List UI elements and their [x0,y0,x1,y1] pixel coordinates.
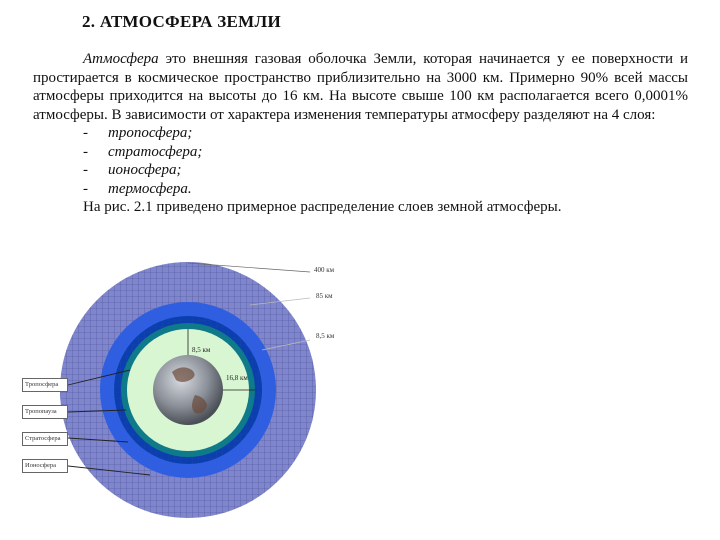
layer-label: термосфера. [108,180,192,197]
intro-paragraph [33,50,688,124]
legend-box-ionosphere: Ионосфера [22,459,68,473]
list-item [33,180,688,199]
list-dash: - [83,180,88,197]
list-dash: - [83,162,88,178]
body-text [33,50,688,217]
layer-label: тропосфера; [108,125,193,141]
radius-label: 16,8 км [226,374,248,382]
list-dash: - [83,125,88,141]
altitude-label-85: 85 км [316,292,333,300]
layer-label: ионосфера; [108,162,182,178]
intro-text: это внешняя газовая оболочка Земли, которая начинается у ее поверхности и простирается в космическое пространство приблизительно на 3000 км. Примерно 90% всей массы атмосферы приходится на высоты до 16 км. На высоте свыше 100 км располагается всего 0,0001% атмосферы. В зависимости от характера изменения температуры атмосферу разделяют на 4 слоя: [33,51,688,123]
altitude-label-8-5: 8,5 км [316,332,335,340]
list-item [33,143,688,162]
troposphere-thickness-label: 8,5 км [192,346,211,354]
figure-reference: На рис. 2.1 приведено примерное распределение слоев земной атмосферы. [83,199,562,215]
term-atmosphere: Атмосфера [83,51,159,67]
list-item [33,161,688,180]
legend-box-tropopause: Тропопауза [22,405,68,419]
altitude-label-400: 400 км [314,266,335,274]
page-heading: 2. АТМОСФЕРА ЗЕМЛИ [82,12,281,31]
list-item [33,124,688,143]
earth-globe [153,355,223,425]
legend-box-troposphere: Тропосфера [22,378,68,392]
atmosphere-diagram [0,260,720,540]
list-dash: - [83,143,88,160]
layer-list [33,124,688,198]
atmosphere-layers-svg [0,260,720,540]
legend-box-stratosphere: Стратосфера [22,432,68,446]
layer-label: стратосфера; [108,143,203,160]
